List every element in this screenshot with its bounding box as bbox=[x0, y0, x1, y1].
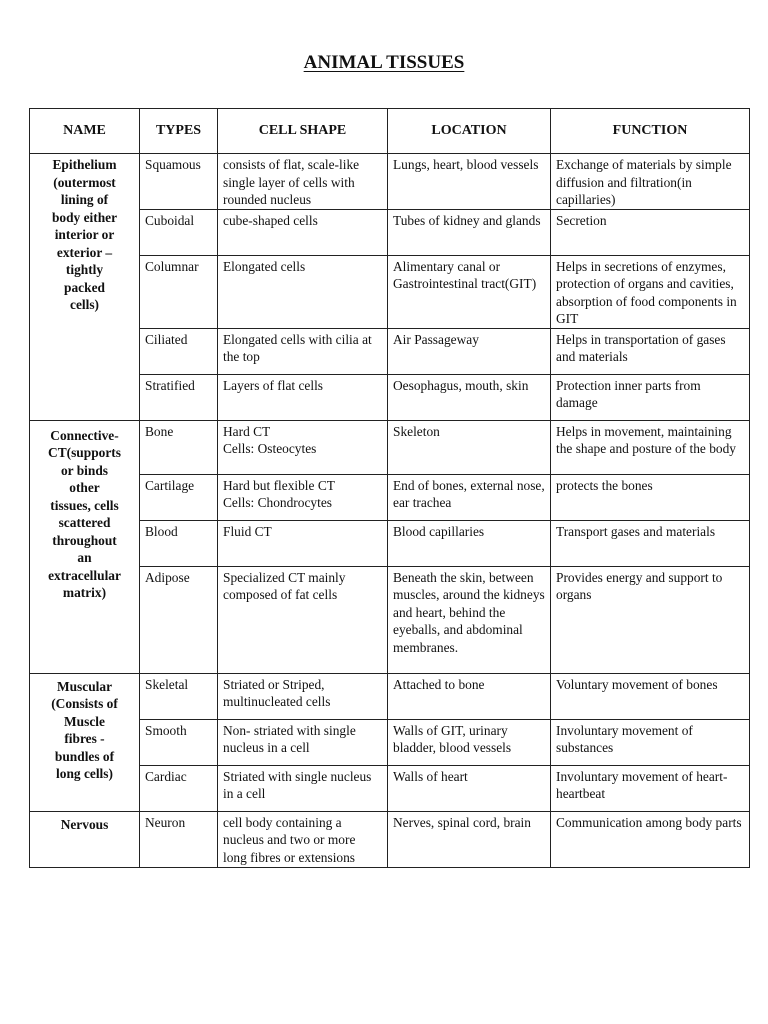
type-cell: Cartilage bbox=[140, 474, 218, 520]
location-cell: Skeleton bbox=[388, 420, 551, 474]
cell-shape-cell: Hard but flexible CT Cells: Chondrocytes bbox=[218, 474, 388, 520]
location-cell: Attached to bone bbox=[388, 673, 551, 719]
table-row bbox=[30, 811, 750, 867]
type-cell: Blood bbox=[140, 520, 218, 566]
function-cell: Exchange of materials by simple diffusion and filtration(in capillaries) bbox=[551, 154, 750, 210]
type-cell: Smooth bbox=[140, 719, 218, 765]
cell-shape-cell: Fluid CT bbox=[218, 520, 388, 566]
header-types: TYPES bbox=[140, 109, 218, 154]
location-cell: Blood capillaries bbox=[388, 520, 551, 566]
cell-shape-cell: Hard CT Cells: Osteocytes bbox=[218, 420, 388, 474]
function-cell: Provides energy and support to organs bbox=[551, 566, 750, 673]
type-cell: Skeletal bbox=[140, 673, 218, 719]
function-cell: Involuntary movement of heart- heartbeat bbox=[551, 765, 750, 811]
location-cell: Oesophagus, mouth, skin bbox=[388, 374, 551, 420]
function-cell: Transport gases and materials bbox=[551, 520, 750, 566]
type-cell: Adipose bbox=[140, 566, 218, 673]
cell-shape-cell: Elongated cells bbox=[218, 255, 388, 328]
cell-shape-cell: Striated or Striped, multinucleated cells bbox=[218, 673, 388, 719]
group-name-connective: Connective- CT(supports or binds other tissues, cells scattered throughout an extracellular matrix) bbox=[30, 420, 140, 673]
location-cell: Air Passageway bbox=[388, 328, 551, 374]
function-cell: Helps in secretions of enzymes, protection of organs and cavities, absorption of food components in GIT bbox=[551, 255, 750, 328]
animal-tissues-table bbox=[29, 108, 750, 868]
function-cell: Communication among body parts bbox=[551, 811, 750, 867]
function-cell: Helps in movement, maintaining the shape and posture of the body bbox=[551, 420, 750, 474]
cell-shape-cell: Elongated cells with cilia at the top bbox=[218, 328, 388, 374]
function-cell: Protection inner parts from damage bbox=[551, 374, 750, 420]
type-cell: Columnar bbox=[140, 255, 218, 328]
location-cell: Walls of GIT, urinary bladder, blood vessels bbox=[388, 719, 551, 765]
location-cell: Lungs, heart, blood vessels bbox=[388, 154, 551, 210]
location-cell: Walls of heart bbox=[388, 765, 551, 811]
location-cell: Beneath the skin, between muscles, around the kidneys and heart, behind the eyeballs, and abdominal membranes. bbox=[388, 566, 551, 673]
group-name-muscular: Muscular (Consists of Muscle fibres - bundles of long cells) bbox=[30, 673, 140, 811]
cell-shape-cell: cube-shaped cells bbox=[218, 209, 388, 255]
location-cell: End of bones, external nose, ear trachea bbox=[388, 474, 551, 520]
cell-shape-cell: Non- striated with single nucleus in a cell bbox=[218, 719, 388, 765]
type-cell: Cuboidal bbox=[140, 209, 218, 255]
location-cell: Tubes of kidney and glands bbox=[388, 209, 551, 255]
header-name: NAME bbox=[30, 109, 140, 154]
group-name-epithelium: Epithelium (outermost lining of body either interior or exterior – tightly packed cells) bbox=[30, 154, 140, 421]
type-cell: Squamous bbox=[140, 154, 218, 210]
header-location: LOCATION bbox=[388, 109, 551, 154]
type-cell: Stratified bbox=[140, 374, 218, 420]
cell-shape-cell: cell body containing a nucleus and two or more long fibres or extensions bbox=[218, 811, 388, 867]
table-row bbox=[30, 420, 750, 474]
cell-shape-cell: consists of flat, scale-like single layer of cells with rounded nucleus bbox=[218, 154, 388, 210]
type-cell: Cardiac bbox=[140, 765, 218, 811]
function-cell: Involuntary movement of substances bbox=[551, 719, 750, 765]
header-function: FUNCTION bbox=[551, 109, 750, 154]
type-cell: Neuron bbox=[140, 811, 218, 867]
document-title: ANIMAL TISSUES bbox=[303, 52, 465, 73]
type-cell: Bone bbox=[140, 420, 218, 474]
cell-shape-cell: Striated with single nucleus in a cell bbox=[218, 765, 388, 811]
table-row bbox=[30, 673, 750, 719]
group-name-nervous: Nervous bbox=[30, 811, 140, 867]
function-cell: protects the bones bbox=[551, 474, 750, 520]
function-cell: Secretion bbox=[551, 209, 750, 255]
header-row bbox=[30, 109, 750, 154]
cell-shape-cell: Layers of flat cells bbox=[218, 374, 388, 420]
table-row bbox=[30, 154, 750, 210]
location-cell: Nerves, spinal cord, brain bbox=[388, 811, 551, 867]
function-cell: Voluntary movement of bones bbox=[551, 673, 750, 719]
location-cell: Alimentary canal or Gastrointestinal tract(GIT) bbox=[388, 255, 551, 328]
type-cell: Ciliated bbox=[140, 328, 218, 374]
function-cell: Helps in transportation of gases and materials bbox=[551, 328, 750, 374]
header-cell-shape: CELL SHAPE bbox=[218, 109, 388, 154]
cell-shape-cell: Specialized CT mainly composed of fat cells bbox=[218, 566, 388, 673]
